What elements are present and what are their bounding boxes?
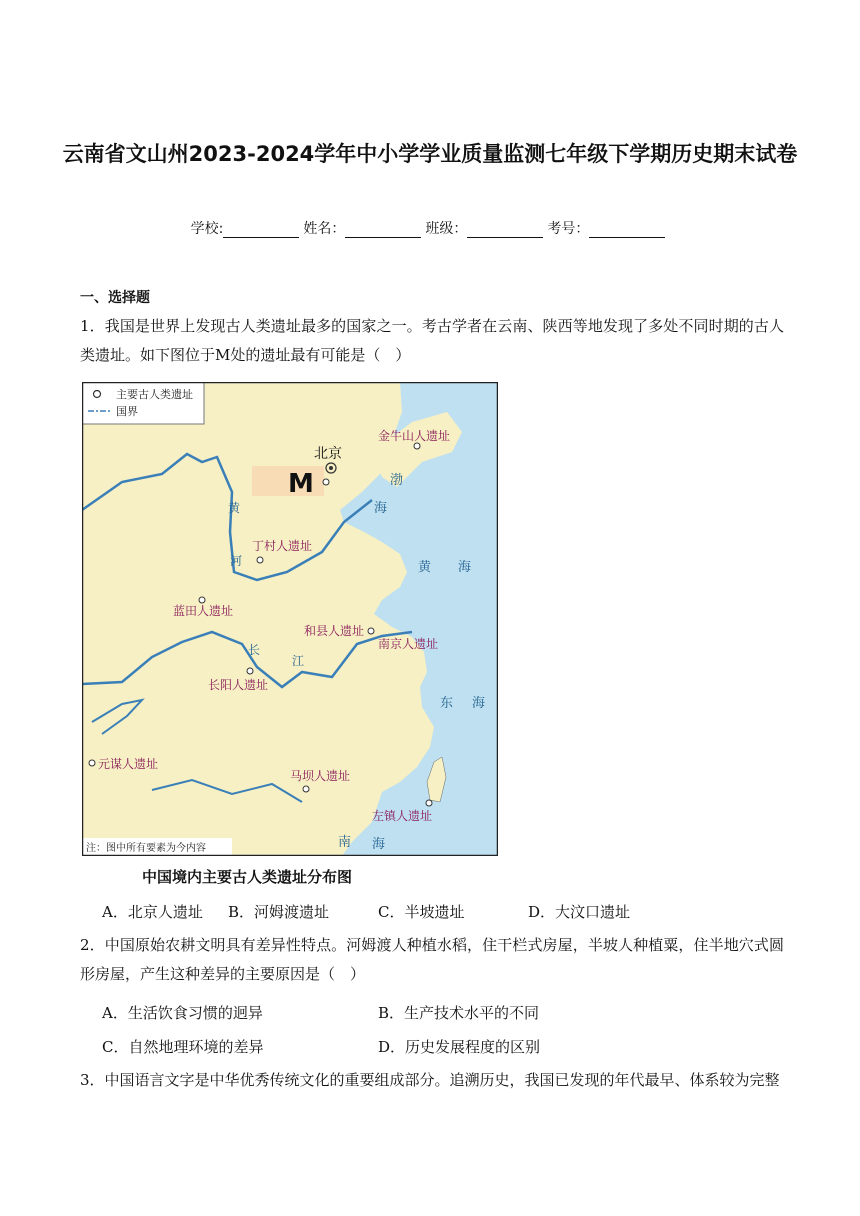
class-label: 班级：	[425, 221, 468, 237]
river-label: 长	[248, 643, 261, 657]
site-label: 元谋人遗址	[98, 757, 159, 771]
site-label: 金牛山人遗址	[378, 429, 451, 443]
school-label: 学校:	[190, 221, 224, 237]
map-caption: 中国境内主要古人类遗址分布图	[142, 868, 353, 886]
section-heading: 一、选择题	[80, 290, 150, 306]
site-label: 左镇人遗址	[372, 809, 433, 823]
q1-option-b[interactable]: B．河姆渡遗址	[228, 903, 330, 921]
river-label: 黄	[228, 501, 241, 515]
m-marker: M	[288, 469, 314, 499]
q2-option-d[interactable]: D．历史发展程度的区别	[378, 1038, 541, 1056]
site-label: 丁村人遗址	[252, 539, 313, 553]
map-note: 注：图中所有要素为今内容	[86, 843, 206, 854]
sea-label: 南	[338, 835, 352, 850]
site-label: 长阳人遗址	[208, 678, 269, 692]
site-label: 蓝田人遗址	[173, 604, 234, 618]
q1-option-c[interactable]: C．半坡遗址	[378, 903, 465, 921]
name-label: 姓名：	[303, 221, 346, 237]
q1-option-a[interactable]: A．北京人遗址	[102, 903, 203, 921]
q1-option-d[interactable]: D．大汶口遗址	[528, 903, 631, 921]
sea-label: 东	[440, 696, 454, 711]
page-title: 云南省文山州2023-2024学年中小学学业质量监测七年级下学期历史期末试卷	[62, 142, 798, 166]
legend-site-label: 主要古人类遗址	[116, 388, 193, 401]
site-label: 南京人遗址	[378, 637, 439, 651]
china-site-map	[82, 382, 498, 856]
sea-label: 渤	[390, 473, 404, 488]
q2-option-b[interactable]: B．生产技术水平的不同	[378, 1004, 540, 1022]
site-label: 和县人遗址	[304, 624, 365, 638]
sea-label: 海	[458, 560, 472, 575]
legend-border-label: 国界	[116, 405, 138, 418]
question-3-text: 3．中国语言文字是中华优秀传统文化的重要组成部分。追溯历史，我国已发现的年代最早、体系较为完整	[80, 1071, 780, 1089]
student-info-line	[0, 218, 860, 238]
map-figure	[82, 382, 498, 856]
site-dot	[323, 479, 329, 485]
q2-option-c[interactable]: C．自然地理环境的差异	[102, 1038, 264, 1056]
number-blank	[589, 223, 665, 238]
sea-label: 海	[374, 501, 388, 516]
sea-label: 黄	[418, 560, 432, 575]
question-2-text: 2．中国原始农耕文明具有差异性特点。河姆渡人种植水稻，住干栏式房屋，半坡人种植粟，住半地穴式圆形房屋，产生这种差异的主要原因是（ ）	[80, 936, 784, 983]
q2-option-a[interactable]: A．生活饮食习惯的迥异	[102, 1004, 263, 1022]
question-1-text: 1．我国是世界上发现古人类遗址最多的国家之一。考古学者在云南、陕西等地发现了多处不同时期的古人类遗址。如下图位于M处的遗址最有可能是（ ）	[80, 317, 784, 364]
sea-label: 海	[472, 696, 486, 711]
river-label: 江	[292, 654, 305, 668]
number-label: 考号：	[547, 221, 590, 237]
name-blank	[345, 223, 421, 238]
site-label: 马坝人遗址	[290, 769, 351, 783]
class-blank	[467, 223, 543, 238]
river-label: 河	[230, 554, 243, 568]
school-blank	[223, 223, 299, 238]
beijing-label: 北京	[314, 446, 342, 462]
sea-label: 海	[372, 837, 386, 852]
